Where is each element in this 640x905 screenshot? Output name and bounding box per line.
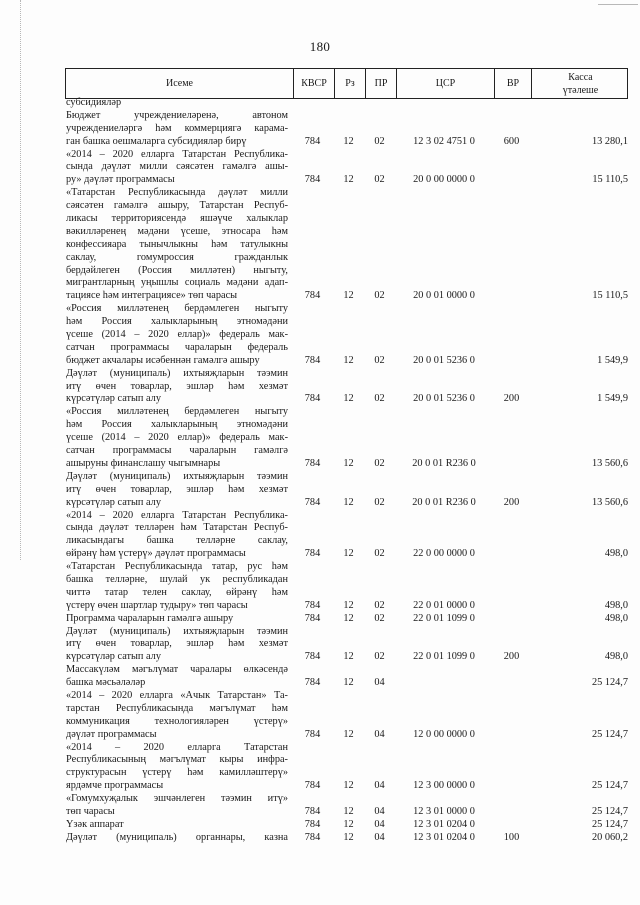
table-row [65, 819, 628, 832]
cell-kassa: 25 124,7 [591, 818, 628, 830]
row-name-line: күрсәтүләр сатып алу [66, 393, 161, 405]
header-pr [365, 69, 396, 98]
header-kassa-line1: Касса [568, 71, 593, 83]
header-rz [334, 69, 365, 98]
row-name-line: структурасын үстерү һәм камилләштерү» [66, 767, 288, 779]
cell-kvsr: 784 [304, 496, 321, 508]
cell-kassa: 1 549,9 [597, 354, 628, 366]
cell-pr: 04 [374, 831, 385, 843]
row-name-cell [65, 819, 292, 832]
cell-csr [395, 97, 493, 110]
cell-csr [395, 677, 493, 690]
header-csr-label: ЦСР [435, 78, 456, 89]
row-name-line: Массакүләм мәгълүмат чаралары өлкәсендә [66, 664, 288, 676]
cell-vr: 200 [503, 496, 520, 508]
cell-kassa: 498,0 [604, 599, 628, 611]
row-name-line: күрсәтүләр сатып алу [66, 651, 161, 663]
page-number: 180 [309, 39, 331, 54]
cell-rz: 12 [343, 780, 354, 792]
row-name-line: дәүләт программасы [66, 728, 157, 740]
cell-rz: 12 [343, 174, 354, 186]
header-pr-label: ПР [374, 78, 388, 89]
row-name-line: читтә татар телен саклау, өйрәнү һәм [66, 586, 288, 598]
table-row [65, 793, 628, 819]
cell-pr: 02 [374, 393, 385, 405]
cell-kvsr: 784 [304, 780, 321, 792]
row-name-line: Дәүләт (муниципаль) ихтыяҗларын тәэмин [66, 367, 288, 379]
row-name-cell [65, 406, 292, 470]
header-name [66, 69, 293, 98]
cell-kvsr: 784 [304, 677, 321, 689]
row-name-cell [65, 832, 292, 845]
cell-pr: 02 [374, 174, 385, 186]
cell-kassa: 13 560,6 [591, 457, 628, 469]
cell-rz: 12 [343, 728, 354, 740]
row-name-line: «Россия милләтенең бердәмлеген ныгыту [66, 406, 288, 418]
cell-rz [333, 97, 364, 110]
row-name-line: Бюджет учреждениеләренә, автоном [66, 109, 288, 121]
cell-csr: 22 0 00 0000 0 [413, 548, 475, 560]
row-name-line: Республикасының мәгълүмат кыры инфра- [66, 754, 288, 766]
cell-csr: 12 3 01 0204 0 [413, 818, 475, 830]
table-body [65, 97, 628, 845]
row-name-line: «Татарстан Республикасында татар, рус һәм [66, 561, 288, 573]
table-header [65, 68, 628, 99]
cell-kassa [530, 97, 628, 110]
row-name-line: ликасы территориясендә яшәүче халыклар [66, 213, 288, 225]
cell-vr [493, 97, 530, 110]
cell-vr [493, 174, 530, 187]
row-name-line: сәясәтен гамәлгә ашыру, Татарстан Респуб- [66, 200, 288, 212]
cell-kvsr: 784 [304, 805, 321, 817]
table-row [65, 368, 628, 407]
cell-rz: 12 [343, 818, 354, 830]
table-row [65, 97, 628, 110]
table-row [65, 664, 628, 690]
cell-rz: 12 [343, 612, 354, 624]
cell-csr: 12 3 01 0000 0 [413, 805, 475, 817]
row-name-line: сында дәүләт телләрен һәм Татарстан Респуб- [66, 522, 288, 534]
cell-rz: 12 [343, 831, 354, 843]
cell-csr: 12 3 00 0000 0 [413, 780, 475, 792]
row-name-line: «2014 – 2020 елларга «Ачык Татарстан» Та- [66, 689, 288, 701]
cell-csr: 20 0 01 R236 0 [412, 496, 476, 508]
cell-vr [493, 613, 530, 626]
cell-kassa: 25 124,7 [591, 780, 628, 792]
row-name-line: күрсәтүләр сатып алу [66, 496, 161, 508]
cell-vr [493, 729, 530, 742]
row-name-line: төп чарасы [66, 805, 115, 817]
row-name-line: ярдәмче программасы [66, 780, 164, 792]
cell-pr: 02 [374, 135, 385, 147]
cell-rz: 12 [343, 135, 354, 147]
row-name-line: бюджет акчалары исәбеннән гамәлгә ашыру [66, 354, 260, 366]
cell-kvsr: 784 [304, 599, 321, 611]
row-name-cell [65, 303, 292, 367]
cell-pr: 02 [374, 354, 385, 366]
header-kvsr [293, 69, 334, 98]
cell-kvsr: 784 [304, 135, 321, 147]
cell-kassa: 13 560,6 [591, 496, 628, 508]
row-name-line: башка мәсьәләләр [66, 677, 146, 689]
row-name-line: мигрантларның уңышлы социаль мәдәни адап- [66, 277, 288, 289]
row-name-line: сында дәүләт милли сәясәтен гамәлгә ашы- [66, 161, 288, 173]
row-name-line: «Татарстан Республикасында дәүләт милли [66, 187, 288, 199]
row-name-line: сатчан программасы чараларын гамәлгә [66, 445, 288, 457]
cell-csr: 12 0 00 0000 0 [413, 728, 475, 740]
row-name-line: ликасындагы башка телләрне саклау, [66, 535, 288, 547]
row-name-line: «Гомумхуҗалык эшчәнлеген тәэмин итү» [66, 793, 288, 805]
table-row [65, 613, 628, 626]
cell-kassa: 25 124,7 [591, 805, 628, 817]
row-name-line: конфессияара тынычлыкны һәм татулыкны [66, 238, 288, 250]
cell-kvsr: 784 [304, 393, 321, 405]
row-name-line: итү өчен товарлар, эшләр һәм хезмәт [66, 638, 288, 650]
row-name-cell [65, 664, 292, 690]
cell-kvsr [292, 97, 333, 110]
cell-csr: 20 0 01 0000 0 [413, 290, 475, 302]
cell-kassa: 15 110,5 [592, 290, 628, 302]
header-vr-label: ВР [506, 78, 520, 89]
cell-vr: 100 [503, 831, 520, 843]
row-name-line: Үзәк аппарат [66, 818, 124, 830]
cell-csr: 22 0 01 1099 0 [413, 612, 475, 624]
cell-kvsr: 784 [304, 457, 321, 469]
cell-kvsr: 784 [304, 612, 321, 624]
header-kassa [531, 69, 629, 98]
row-name-line: «2014 – 2020 елларга Татарстан Республика- [66, 148, 288, 160]
row-name-line: сатчан программасы чараларын федераль [66, 341, 288, 353]
cell-rz: 12 [343, 290, 354, 302]
row-name-line: башка телләрне, шулай ук республикадан [66, 573, 288, 585]
cell-csr: 22 0 01 1099 0 [413, 651, 475, 663]
cell-csr: 20 0 01 5236 0 [413, 393, 475, 405]
table-row [65, 303, 628, 367]
cell-rz: 12 [343, 677, 354, 689]
scan-edge-line [20, 0, 21, 560]
cell-pr: 02 [374, 599, 385, 611]
cell-vr [493, 677, 530, 690]
row-name-cell [65, 510, 292, 562]
cell-csr: 20 0 01 R236 0 [412, 457, 476, 469]
row-name-line: Программа чараларын гамәлгә ашыру [66, 612, 234, 624]
cell-kassa: 498,0 [604, 612, 628, 624]
row-name-cell [65, 471, 292, 510]
cell-kassa: 20 060,2 [591, 831, 628, 843]
row-name-line: ган башка оешмаларга субсидияләр бирү [66, 135, 247, 147]
cell-pr: 04 [374, 805, 385, 817]
header-csr [396, 69, 494, 98]
row-name-line: субсидияләр [66, 97, 122, 108]
cell-csr: 12 3 02 4751 0 [413, 135, 475, 147]
header-rz-label: Рз [345, 78, 355, 89]
cell-vr [493, 548, 530, 561]
cell-pr: 04 [374, 728, 385, 740]
cell-kvsr: 784 [304, 818, 321, 830]
cell-kvsr: 784 [304, 290, 321, 302]
cell-vr [493, 458, 530, 471]
cell-pr: 02 [374, 457, 385, 469]
cell-pr: 02 [374, 290, 385, 302]
scan-mark-line [598, 4, 638, 5]
cell-kassa: 25 124,7 [591, 728, 628, 740]
cell-kvsr: 784 [304, 728, 321, 740]
row-name-cell [65, 561, 292, 613]
row-name-line: өйрәнү һәм үстерү» дәүләт программасы [66, 548, 246, 560]
cell-pr: 04 [374, 818, 385, 830]
cell-vr: 200 [503, 393, 520, 405]
cell-vr [493, 819, 530, 832]
row-name-cell [65, 613, 292, 626]
row-name-line: һәм Россия халыкларының этномәдәни [66, 316, 288, 328]
table-row [65, 626, 628, 665]
cell-csr: 12 3 01 0204 0 [413, 831, 475, 843]
row-name-cell [65, 626, 292, 665]
cell-kassa: 25 124,7 [591, 677, 628, 689]
row-name-line: саклау, гомумроссия гражданлык [66, 251, 288, 263]
cell-kvsr: 784 [304, 651, 321, 663]
row-name-line: итү өчен товарлар, эшләр һәм хезмәт [66, 483, 288, 495]
row-name-line: Дәүләт (муниципаль) ихтыяҗларын тәэмин [66, 625, 288, 637]
cell-kvsr: 784 [304, 831, 321, 843]
row-name-cell [65, 110, 292, 149]
table-row [65, 187, 628, 303]
cell-csr: 20 0 01 5236 0 [413, 354, 475, 366]
row-name-line: вәкилләренең мәдәни үсеше, этносара һәм [66, 225, 288, 237]
header-kvsr-label: КВСР [301, 78, 327, 89]
cell-vr [493, 806, 530, 819]
row-name-line: учреждениеләргә һәм коммерциягә карама- [66, 122, 288, 134]
cell-rz: 12 [343, 496, 354, 508]
cell-vr: 600 [503, 135, 520, 147]
row-name-cell [65, 742, 292, 794]
cell-rz: 12 [343, 599, 354, 611]
cell-kvsr: 784 [304, 174, 321, 186]
cell-kassa: 1 549,9 [597, 393, 628, 405]
cell-kvsr: 784 [304, 354, 321, 366]
row-name-line: үстерү өчен шартлар тудыру» төп чарасы [66, 599, 248, 611]
row-name-line: ру» дәүләт программасы [66, 174, 175, 186]
cell-kvsr: 784 [304, 548, 321, 560]
cell-rz: 12 [343, 457, 354, 469]
cell-csr: 20 0 00 0000 0 [413, 174, 475, 186]
header-vr [494, 69, 531, 98]
header-kassa-line2: үтәлеше [562, 84, 599, 96]
cell-kassa: 15 110,5 [592, 174, 628, 186]
row-name-line: Дәүләт (муниципаль) ихтыяҗларын тәэмин [66, 470, 288, 482]
table-row [65, 690, 628, 742]
row-name-cell [65, 149, 292, 188]
header-name-label: Исеме [166, 78, 193, 89]
table-row [65, 510, 628, 562]
cell-vr: 200 [503, 651, 520, 663]
cell-vr [493, 355, 530, 368]
row-name-cell [65, 690, 292, 742]
cell-kassa: 13 280,1 [591, 135, 628, 147]
cell-pr: 04 [374, 677, 385, 689]
table-row [65, 110, 628, 149]
table-row [65, 149, 628, 188]
row-name-line: бердәйлеген (Россия милләтен) ныгыту, [66, 264, 288, 276]
row-name-line: «2014 – 2020 елларга Татарстан Республика- [66, 509, 288, 521]
cell-rz: 12 [343, 548, 354, 560]
cell-pr: 02 [374, 548, 385, 560]
table-row [65, 742, 628, 794]
cell-kassa: 498,0 [604, 548, 628, 560]
cell-pr [364, 97, 395, 110]
cell-vr [493, 600, 530, 613]
cell-csr: 22 0 01 0000 0 [413, 599, 475, 611]
cell-pr: 02 [374, 612, 385, 624]
row-name-line: тарстан Республикасында мәгълүмат һәм [66, 702, 288, 714]
table-row [65, 471, 628, 510]
cell-pr: 02 [374, 496, 385, 508]
row-name-line: һәм Россия халыкларының этномәдәни [66, 419, 288, 431]
table-row [65, 406, 628, 470]
cell-pr: 04 [374, 780, 385, 792]
row-name-cell [65, 368, 292, 407]
cell-rz: 12 [343, 651, 354, 663]
row-name-cell [65, 97, 292, 110]
row-name-cell [65, 187, 292, 303]
row-name-line: тациясе һәм интеграциясе» төп чарасы [66, 290, 238, 302]
row-name-cell [65, 793, 292, 819]
row-name-line: үсеше (2014 – 2020 еллар)» федераль мак- [66, 432, 288, 444]
table-row [65, 561, 628, 613]
row-name-line: «2014 – 2020 елларга Татарстан [66, 741, 288, 753]
cell-rz: 12 [343, 805, 354, 817]
row-name-line: үсеше (2014 – 2020 еллар)» федераль мак- [66, 329, 288, 341]
cell-rz: 12 [343, 354, 354, 366]
cell-vr [493, 290, 530, 303]
row-name-line: итү өчен товарлар, эшләр һәм хезмәт [66, 380, 288, 392]
row-name-line: «Россия милләтенең бердәмлеген ныгыту [66, 303, 288, 315]
table-row [65, 832, 628, 845]
cell-rz: 12 [343, 393, 354, 405]
cell-vr [493, 780, 530, 793]
cell-kassa: 498,0 [604, 651, 628, 663]
row-name-line: коммуникация технологияләрен үстерү» [66, 715, 288, 727]
row-name-line: ашыруны финанслашу чыгымнары [66, 457, 221, 469]
cell-pr: 02 [374, 651, 385, 663]
row-name-line: Дәүләт (муниципаль) органнары, казна [66, 831, 288, 843]
